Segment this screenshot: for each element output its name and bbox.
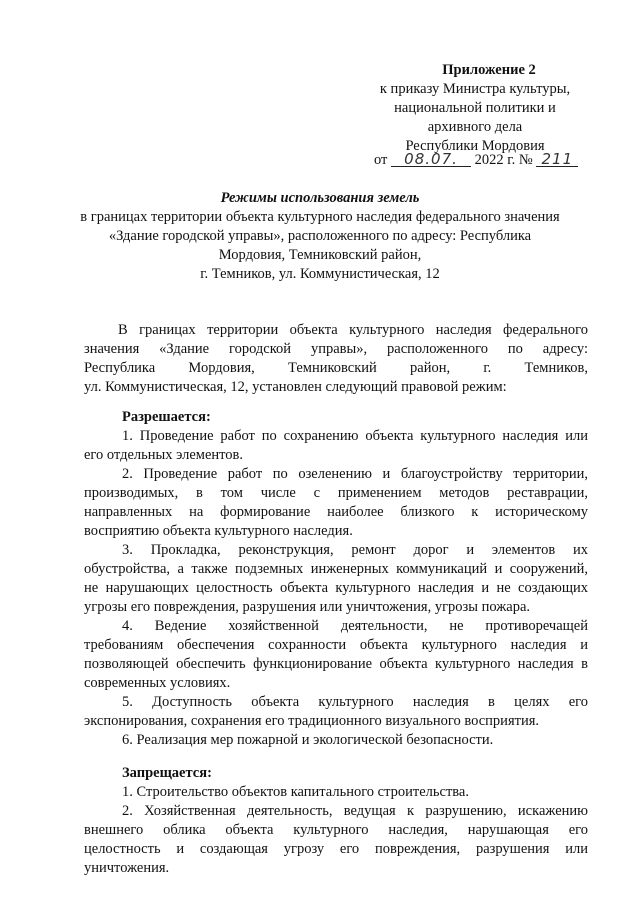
year-text: 2022 г. №: [474, 152, 533, 168]
allowed-item-line: его отдельных элементов.: [84, 447, 244, 463]
allowed-item-line: обустройства, а также подземных инженерных коммуникаций и сооружений,: [84, 561, 588, 577]
appendix-line: архивного дела: [427, 119, 523, 135]
prohibited-title: Запрещается:: [122, 765, 212, 781]
allowed-item-line: угрозы его повреждения, разрушения или уничтожения, угрозы пожара.: [84, 599, 531, 615]
intro-line: значения «Здание городской управы», расположенного по адресу:: [84, 341, 588, 357]
appendix-title: Приложение 2: [442, 62, 536, 78]
intro-line: В границах территории объекта культурного наследия федерального: [118, 322, 588, 338]
date-handwritten: 08.07.: [391, 152, 471, 167]
intro-line: ул. Коммунистическая, 12, установлен следующий правовой режим:: [84, 379, 507, 395]
allowed-item-line: производимых, в том числе с применением методов реставрации,: [84, 485, 588, 501]
appendix-line: к приказу Министра культуры,: [379, 81, 571, 97]
appendix-line: Республики Мордовия: [405, 138, 545, 154]
heading-line: Мордовия, Темниковский район,: [218, 247, 422, 263]
prohibited-item-line: целостность и создающая угрозу его повреждения, разрушения или: [84, 841, 588, 857]
allowed-item-line: 3. Прокладка, реконструкция, ремонт дорог и элементов их: [122, 542, 588, 558]
appendix-line: национальной политики и: [394, 100, 556, 116]
allowed-item-line: 2. Проведение работ по озеленению и благоустройству территории,: [122, 466, 588, 482]
prohibited-item-line: 1. Строительство объектов капитального строительства.: [122, 784, 469, 800]
allowed-item-line: позволяющей обеспечить функционирование объекта культурного наследия в: [84, 656, 588, 672]
order-number-handwritten: 211: [536, 152, 578, 167]
allowed-item-line: восприятию объекта культурного наследия.: [84, 523, 353, 539]
prohibited-item-line: внешнего облика объекта культурного наследия, нарушающая его: [84, 822, 588, 838]
allowed-item-line: экспонирования, сохранения его традиционного визуального восприятия.: [84, 713, 540, 729]
allowed-item-line: современных условиях.: [84, 675, 231, 691]
allowed-title: Разрешается:: [122, 409, 211, 425]
allowed-item-line: требованиям обеспечения сохранности объекта культурного наследия и: [84, 637, 588, 653]
prohibited-item-line: 2. Хозяйственная деятельность, ведущая к разрушению, искажению: [122, 803, 588, 819]
allowed-item-line: 4. Ведение хозяйственной деятельности, не противоречащей: [122, 618, 588, 634]
document-title: Режимы использования земель: [220, 190, 420, 206]
heading-line: «Здание городской управы», расположенного по адресу: Республика: [108, 228, 532, 244]
prohibited-item-line: уничтожения.: [84, 860, 170, 876]
order-date-line: [374, 152, 578, 169]
allowed-item-line: 1. Проведение работ по сохранению объекта культурного наследия или: [122, 428, 588, 444]
heading-line: в границах территории объекта культурного наследия федерального значения: [80, 209, 560, 225]
allowed-item-line: направленных на формирование наиболее близкого к историческому: [84, 504, 588, 520]
allowed-item-line: 6. Реализация мер пожарной и экологической безопасности.: [122, 732, 494, 748]
heading-line: г. Темников, ул. Коммунистическая, 12: [200, 266, 440, 282]
intro-line: Республика Мордовия, Темниковский район, г. Темников,: [84, 360, 588, 376]
allowed-item-line: 5. Доступность объекта культурного наследия в целях его: [122, 694, 588, 710]
date-prefix: от: [374, 152, 388, 168]
allowed-item-line: не нарушающих целостность объекта культурного наследия и не создающих: [84, 580, 588, 596]
